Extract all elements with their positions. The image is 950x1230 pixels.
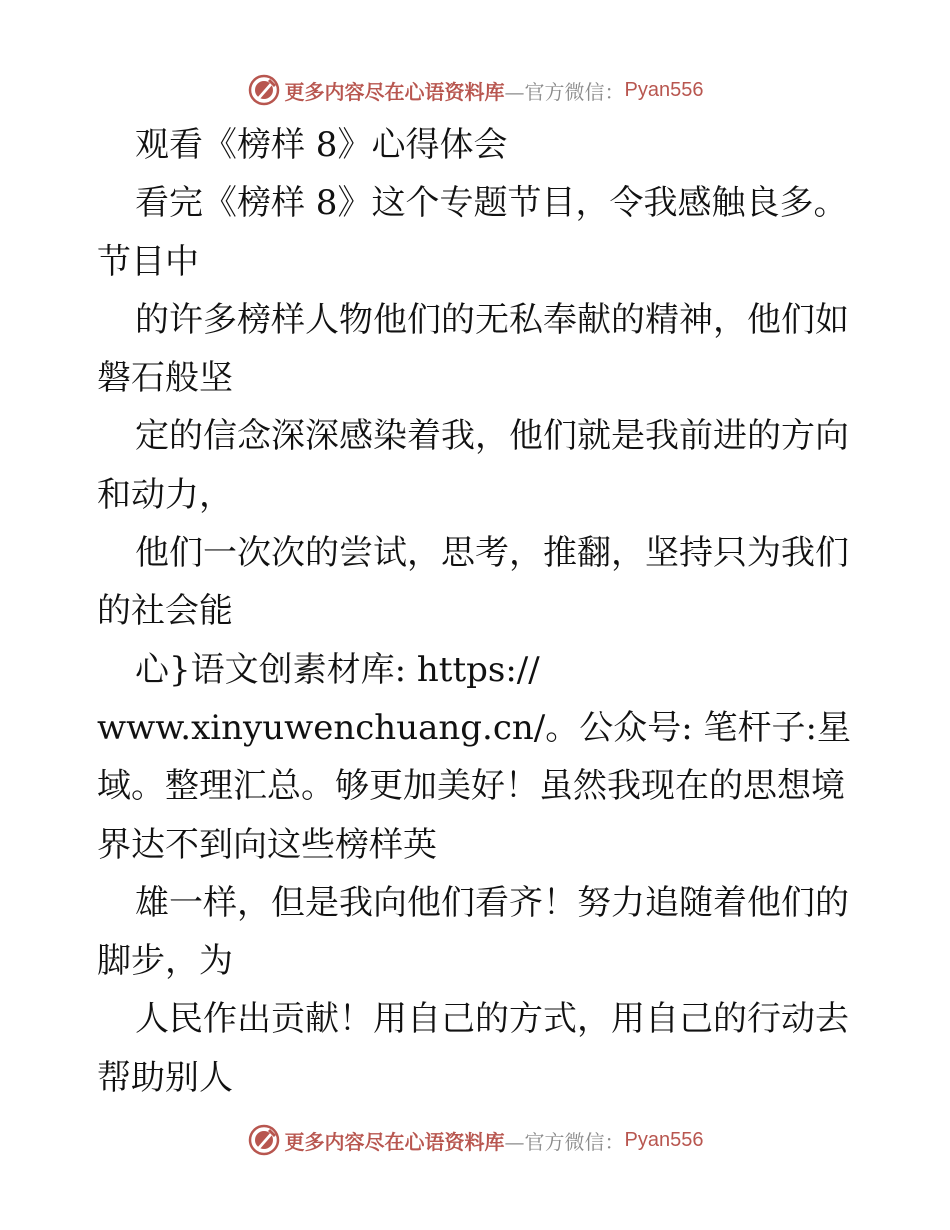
pen-logo-icon <box>247 73 281 107</box>
header-wechat-label: —官方微信： <box>504 79 625 104</box>
header-banner <box>0 70 950 110</box>
doc-line: 人民作出贡献！用自己的方式，用自己的行动去 <box>135 999 849 1040</box>
doc-line: 界达不到向这些榜样英 <box>97 824 437 865</box>
doc-line: 域。整理汇总。够更加美好！虽然我现在的思想境 <box>97 766 845 807</box>
doc-line: 他们一次次的尝试，思考，推翻，坚持只为我们 <box>135 533 849 574</box>
doc-line: 心}语文创素材库: https:// <box>135 649 540 690</box>
doc-line: 看完《榜样 8》这个专题节目，令我感触良多。 <box>135 183 848 224</box>
footer-banner <box>0 1120 950 1160</box>
pen-logo-icon <box>247 1123 281 1157</box>
doc-line: 节目中 <box>97 241 199 282</box>
doc-line: 定的信念深深感染着我，他们就是我前进的方向 <box>135 416 849 457</box>
doc-line: 的社会能 <box>97 591 233 632</box>
document-body <box>97 116 857 1107</box>
footer-wechat-id: Pyan556 <box>624 1128 704 1151</box>
doc-line: 和动力， <box>97 474 233 515</box>
doc-line: 帮助别人 <box>97 1057 233 1098</box>
doc-line: 的许多榜样人物他们的无私奉献的精神，他们如 <box>135 299 849 340</box>
header-wechat-id: Pyan556 <box>624 78 704 101</box>
doc-line: www.xinyuwenchuang.cn/。公众号: 笔杆子:星 <box>97 707 851 748</box>
doc-line: 脚步，为 <box>97 941 233 982</box>
header-brand-text: 更多内容尽在心语资料库 <box>284 79 505 104</box>
footer-wechat-label: —官方微信： <box>504 1129 625 1154</box>
doc-title: 观看《榜样 8》心得体会 <box>135 125 508 165</box>
footer-brand-text: 更多内容尽在心语资料库 <box>284 1129 505 1154</box>
doc-line: 雄一样，但是我向他们看齐！努力追随着他们的 <box>135 882 849 923</box>
doc-line: 磐石般坚 <box>97 358 233 399</box>
